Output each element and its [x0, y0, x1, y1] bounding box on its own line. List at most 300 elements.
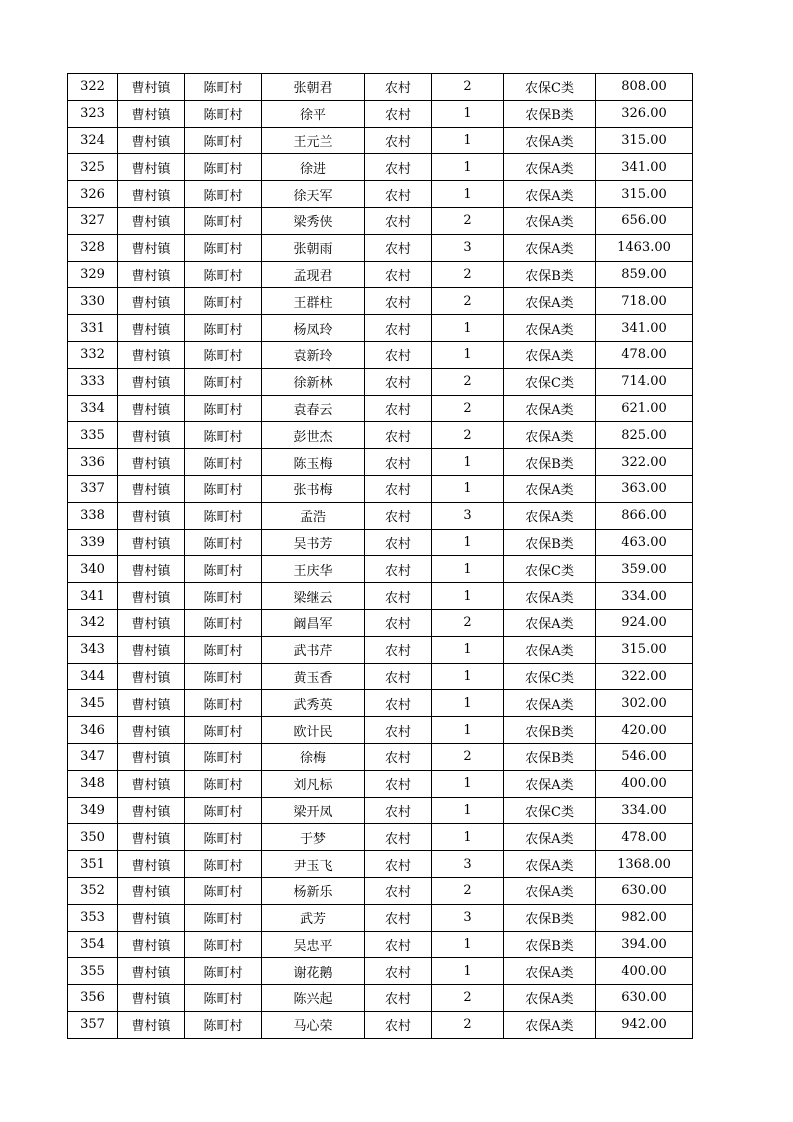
row-number-cell: 331 — [68, 315, 118, 342]
town-cell: 曹村镇 — [118, 797, 185, 824]
table-row — [68, 529, 693, 556]
amount-cell: 420.00 — [596, 717, 693, 744]
table-row — [68, 395, 693, 422]
table-row — [68, 877, 693, 904]
row-number-cell: 348 — [68, 770, 118, 797]
town-cell: 曹村镇 — [118, 985, 185, 1012]
table-row — [68, 743, 693, 770]
insurance-class-cell: 农保B类 — [504, 449, 596, 476]
insurance-class-cell: 农保A类 — [504, 958, 596, 985]
insurance-class-cell: 农保B类 — [504, 904, 596, 931]
area-type-cell: 农村 — [365, 958, 432, 985]
insurance-class-cell: 农保A类 — [504, 985, 596, 1012]
area-type-cell: 农村 — [365, 797, 432, 824]
row-number-cell: 347 — [68, 743, 118, 770]
insurance-class-cell: 农保A类 — [504, 315, 596, 342]
row-number-cell: 337 — [68, 475, 118, 502]
town-cell: 曹村镇 — [118, 877, 185, 904]
town-cell: 曹村镇 — [118, 395, 185, 422]
village-cell: 陈町村 — [185, 422, 262, 449]
table-row — [68, 1011, 693, 1038]
area-type-cell: 农村 — [365, 904, 432, 931]
village-cell: 陈町村 — [185, 690, 262, 717]
amount-cell: 463.00 — [596, 529, 693, 556]
row-number-cell: 332 — [68, 341, 118, 368]
name-cell: 吴忠平 — [262, 931, 365, 958]
table-row — [68, 127, 693, 154]
amount-cell: 363.00 — [596, 475, 693, 502]
village-cell: 陈町村 — [185, 636, 262, 663]
table-row — [68, 583, 693, 610]
name-cell: 欧计民 — [262, 717, 365, 744]
village-cell: 陈町村 — [185, 797, 262, 824]
household-size-cell: 1 — [432, 529, 504, 556]
area-type-cell: 农村 — [365, 422, 432, 449]
household-size-cell: 3 — [432, 234, 504, 261]
insurance-class-cell: 农保A类 — [504, 851, 596, 878]
village-cell: 陈町村 — [185, 1011, 262, 1038]
name-cell: 徐梅 — [262, 743, 365, 770]
area-type-cell: 农村 — [365, 529, 432, 556]
household-size-cell: 2 — [432, 207, 504, 234]
area-type-cell: 农村 — [365, 1011, 432, 1038]
table-row — [68, 797, 693, 824]
insurance-class-cell: 农保C类 — [504, 368, 596, 395]
row-number-cell: 328 — [68, 234, 118, 261]
insurance-class-cell: 农保B类 — [504, 717, 596, 744]
amount-cell: 942.00 — [596, 1011, 693, 1038]
amount-cell: 341.00 — [596, 154, 693, 181]
row-number-cell: 341 — [68, 583, 118, 610]
table-row — [68, 717, 693, 744]
insurance-class-cell: 农保A类 — [504, 583, 596, 610]
insurance-class-cell: 农保A类 — [504, 877, 596, 904]
amount-cell: 334.00 — [596, 583, 693, 610]
insurance-class-cell: 农保A类 — [504, 609, 596, 636]
household-size-cell: 1 — [432, 475, 504, 502]
insurance-class-cell: 农保C类 — [504, 797, 596, 824]
town-cell: 曹村镇 — [118, 663, 185, 690]
town-cell: 曹村镇 — [118, 181, 185, 208]
insurance-class-cell: 农保B类 — [504, 261, 596, 288]
household-size-cell: 2 — [432, 261, 504, 288]
town-cell: 曹村镇 — [118, 556, 185, 583]
household-size-cell: 2 — [432, 609, 504, 636]
name-cell: 陈兴起 — [262, 985, 365, 1012]
village-cell: 陈町村 — [185, 904, 262, 931]
village-cell: 陈町村 — [185, 341, 262, 368]
table-row — [68, 824, 693, 851]
town-cell: 曹村镇 — [118, 609, 185, 636]
row-number-cell: 338 — [68, 502, 118, 529]
village-cell: 陈町村 — [185, 770, 262, 797]
area-type-cell: 农村 — [365, 341, 432, 368]
area-type-cell: 农村 — [365, 395, 432, 422]
amount-cell: 866.00 — [596, 502, 693, 529]
area-type-cell: 农村 — [365, 449, 432, 476]
town-cell: 曹村镇 — [118, 315, 185, 342]
table-row — [68, 261, 693, 288]
amount-cell: 1368.00 — [596, 851, 693, 878]
amount-cell: 302.00 — [596, 690, 693, 717]
town-cell: 曹村镇 — [118, 502, 185, 529]
amount-cell: 315.00 — [596, 181, 693, 208]
insurance-class-cell: 农保A类 — [504, 341, 596, 368]
village-cell: 陈町村 — [185, 609, 262, 636]
town-cell: 曹村镇 — [118, 904, 185, 931]
insurance-class-cell: 农保A类 — [504, 207, 596, 234]
table-row — [68, 931, 693, 958]
village-cell: 陈町村 — [185, 207, 262, 234]
household-size-cell: 1 — [432, 636, 504, 663]
town-cell: 曹村镇 — [118, 127, 185, 154]
insurance-class-cell: 农保C类 — [504, 74, 596, 101]
row-number-cell: 349 — [68, 797, 118, 824]
amount-cell: 630.00 — [596, 985, 693, 1012]
amount-cell: 400.00 — [596, 958, 693, 985]
town-cell: 曹村镇 — [118, 690, 185, 717]
household-size-cell: 2 — [432, 422, 504, 449]
table-row — [68, 475, 693, 502]
village-cell: 陈町村 — [185, 127, 262, 154]
household-size-cell: 1 — [432, 797, 504, 824]
town-cell: 曹村镇 — [118, 288, 185, 315]
area-type-cell: 农村 — [365, 743, 432, 770]
household-size-cell: 1 — [432, 341, 504, 368]
table-row — [68, 181, 693, 208]
table-row — [68, 288, 693, 315]
amount-cell: 714.00 — [596, 368, 693, 395]
household-size-cell: 1 — [432, 181, 504, 208]
name-cell: 彭世杰 — [262, 422, 365, 449]
town-cell: 曹村镇 — [118, 261, 185, 288]
row-number-cell: 324 — [68, 127, 118, 154]
town-cell: 曹村镇 — [118, 931, 185, 958]
table-row — [68, 502, 693, 529]
area-type-cell: 农村 — [365, 824, 432, 851]
name-cell: 于梦 — [262, 824, 365, 851]
amount-cell: 315.00 — [596, 127, 693, 154]
village-cell: 陈町村 — [185, 663, 262, 690]
name-cell: 徐平 — [262, 100, 365, 127]
household-size-cell: 2 — [432, 74, 504, 101]
household-size-cell: 2 — [432, 1011, 504, 1038]
name-cell: 陈玉梅 — [262, 449, 365, 476]
name-cell: 阚昌军 — [262, 609, 365, 636]
table-row — [68, 315, 693, 342]
household-size-cell: 3 — [432, 851, 504, 878]
town-cell: 曹村镇 — [118, 958, 185, 985]
name-cell: 王群柱 — [262, 288, 365, 315]
row-number-cell: 326 — [68, 181, 118, 208]
area-type-cell: 农村 — [365, 315, 432, 342]
row-number-cell: 345 — [68, 690, 118, 717]
table-row — [68, 985, 693, 1012]
table-row — [68, 690, 693, 717]
name-cell: 武秀英 — [262, 690, 365, 717]
area-type-cell: 农村 — [365, 288, 432, 315]
area-type-cell: 农村 — [365, 368, 432, 395]
table-row — [68, 958, 693, 985]
town-cell: 曹村镇 — [118, 529, 185, 556]
village-cell: 陈町村 — [185, 717, 262, 744]
row-number-cell: 329 — [68, 261, 118, 288]
household-size-cell: 1 — [432, 315, 504, 342]
name-cell: 张书梅 — [262, 475, 365, 502]
village-cell: 陈町村 — [185, 288, 262, 315]
amount-cell: 808.00 — [596, 74, 693, 101]
household-size-cell: 3 — [432, 502, 504, 529]
household-size-cell: 1 — [432, 663, 504, 690]
table-row — [68, 851, 693, 878]
name-cell: 王元兰 — [262, 127, 365, 154]
name-cell: 武书芹 — [262, 636, 365, 663]
amount-cell: 924.00 — [596, 609, 693, 636]
amount-cell: 400.00 — [596, 770, 693, 797]
village-cell: 陈町村 — [185, 234, 262, 261]
table-row — [68, 449, 693, 476]
household-size-cell: 1 — [432, 717, 504, 744]
name-cell: 王庆华 — [262, 556, 365, 583]
row-number-cell: 354 — [68, 931, 118, 958]
town-cell: 曹村镇 — [118, 717, 185, 744]
area-type-cell: 农村 — [365, 207, 432, 234]
household-size-cell: 2 — [432, 368, 504, 395]
village-cell: 陈町村 — [185, 368, 262, 395]
insurance-class-cell: 农保A类 — [504, 502, 596, 529]
table-row — [68, 770, 693, 797]
village-cell: 陈町村 — [185, 931, 262, 958]
household-size-cell: 1 — [432, 690, 504, 717]
village-cell: 陈町村 — [185, 395, 262, 422]
insurance-class-cell: 农保A类 — [504, 395, 596, 422]
row-number-cell: 353 — [68, 904, 118, 931]
amount-cell: 322.00 — [596, 449, 693, 476]
amount-cell: 478.00 — [596, 824, 693, 851]
household-size-cell: 1 — [432, 824, 504, 851]
row-number-cell: 357 — [68, 1011, 118, 1038]
village-cell: 陈町村 — [185, 824, 262, 851]
area-type-cell: 农村 — [365, 583, 432, 610]
insurance-class-cell: 农保A类 — [504, 770, 596, 797]
town-cell: 曹村镇 — [118, 851, 185, 878]
village-cell: 陈町村 — [185, 529, 262, 556]
name-cell: 谢花鹅 — [262, 958, 365, 985]
table-row — [68, 154, 693, 181]
table-row — [68, 100, 693, 127]
name-cell: 徐新林 — [262, 368, 365, 395]
name-cell: 梁开凤 — [262, 797, 365, 824]
name-cell: 张朝雨 — [262, 234, 365, 261]
household-size-cell: 1 — [432, 583, 504, 610]
amount-cell: 982.00 — [596, 904, 693, 931]
insurance-class-cell: 农保A类 — [504, 154, 596, 181]
insurance-class-cell: 农保A类 — [504, 824, 596, 851]
town-cell: 曹村镇 — [118, 743, 185, 770]
table-row — [68, 609, 693, 636]
amount-cell: 859.00 — [596, 261, 693, 288]
row-number-cell: 342 — [68, 609, 118, 636]
area-type-cell: 农村 — [365, 931, 432, 958]
household-size-cell: 1 — [432, 100, 504, 127]
area-type-cell: 农村 — [365, 770, 432, 797]
town-cell: 曹村镇 — [118, 475, 185, 502]
town-cell: 曹村镇 — [118, 234, 185, 261]
table-row — [68, 422, 693, 449]
town-cell: 曹村镇 — [118, 770, 185, 797]
town-cell: 曹村镇 — [118, 74, 185, 101]
insurance-class-cell: 农保B类 — [504, 529, 596, 556]
household-size-cell: 1 — [432, 958, 504, 985]
table-row — [68, 341, 693, 368]
table-row — [68, 74, 693, 101]
amount-cell: 825.00 — [596, 422, 693, 449]
insurance-class-cell: 农保A类 — [504, 636, 596, 663]
village-cell: 陈町村 — [185, 100, 262, 127]
row-number-cell: 351 — [68, 851, 118, 878]
village-cell: 陈町村 — [185, 475, 262, 502]
row-number-cell: 322 — [68, 74, 118, 101]
village-cell: 陈町村 — [185, 449, 262, 476]
household-size-cell: 1 — [432, 931, 504, 958]
insurance-class-cell: 农保A类 — [504, 1011, 596, 1038]
area-type-cell: 农村 — [365, 261, 432, 288]
amount-cell: 656.00 — [596, 207, 693, 234]
area-type-cell: 农村 — [365, 851, 432, 878]
amount-cell: 630.00 — [596, 877, 693, 904]
area-type-cell: 农村 — [365, 100, 432, 127]
village-cell: 陈町村 — [185, 743, 262, 770]
town-cell: 曹村镇 — [118, 583, 185, 610]
household-size-cell: 2 — [432, 985, 504, 1012]
household-size-cell: 2 — [432, 288, 504, 315]
town-cell: 曹村镇 — [118, 449, 185, 476]
row-number-cell: 335 — [68, 422, 118, 449]
insurance-class-cell: 农保B类 — [504, 100, 596, 127]
household-size-cell: 1 — [432, 770, 504, 797]
insurance-class-cell: 农保B类 — [504, 743, 596, 770]
row-number-cell: 336 — [68, 449, 118, 476]
amount-cell: 394.00 — [596, 931, 693, 958]
area-type-cell: 农村 — [365, 877, 432, 904]
household-size-cell: 1 — [432, 127, 504, 154]
name-cell: 尹玉飞 — [262, 851, 365, 878]
amount-cell: 359.00 — [596, 556, 693, 583]
town-cell: 曹村镇 — [118, 341, 185, 368]
table-row — [68, 368, 693, 395]
village-cell: 陈町村 — [185, 583, 262, 610]
household-size-cell: 2 — [432, 743, 504, 770]
amount-cell: 315.00 — [596, 636, 693, 663]
name-cell: 徐进 — [262, 154, 365, 181]
insurance-class-cell: 农保A类 — [504, 181, 596, 208]
amount-cell: 621.00 — [596, 395, 693, 422]
household-size-cell: 2 — [432, 395, 504, 422]
amount-cell: 1463.00 — [596, 234, 693, 261]
table-row — [68, 234, 693, 261]
town-cell: 曹村镇 — [118, 636, 185, 663]
household-size-cell: 1 — [432, 449, 504, 476]
table-row — [68, 663, 693, 690]
amount-cell: 478.00 — [596, 341, 693, 368]
town-cell: 曹村镇 — [118, 824, 185, 851]
area-type-cell: 农村 — [365, 609, 432, 636]
village-cell: 陈町村 — [185, 154, 262, 181]
village-cell: 陈町村 — [185, 315, 262, 342]
insurance-class-cell: 农保C类 — [504, 556, 596, 583]
table-row — [68, 636, 693, 663]
insurance-class-cell: 农保A类 — [504, 475, 596, 502]
village-cell: 陈町村 — [185, 877, 262, 904]
row-number-cell: 356 — [68, 985, 118, 1012]
table-row — [68, 207, 693, 234]
village-cell: 陈町村 — [185, 502, 262, 529]
row-number-cell: 352 — [68, 877, 118, 904]
name-cell: 孟浩 — [262, 502, 365, 529]
amount-cell: 334.00 — [596, 797, 693, 824]
row-number-cell: 325 — [68, 154, 118, 181]
name-cell: 武芳 — [262, 904, 365, 931]
row-number-cell: 355 — [68, 958, 118, 985]
name-cell: 张朝君 — [262, 74, 365, 101]
area-type-cell: 农村 — [365, 475, 432, 502]
area-type-cell: 农村 — [365, 127, 432, 154]
town-cell: 曹村镇 — [118, 100, 185, 127]
town-cell: 曹村镇 — [118, 422, 185, 449]
name-cell: 孟现君 — [262, 261, 365, 288]
area-type-cell: 农村 — [365, 717, 432, 744]
household-size-cell: 1 — [432, 556, 504, 583]
area-type-cell: 农村 — [365, 636, 432, 663]
name-cell: 袁春云 — [262, 395, 365, 422]
area-type-cell: 农村 — [365, 234, 432, 261]
row-number-cell: 330 — [68, 288, 118, 315]
insurance-class-cell: 农保A类 — [504, 127, 596, 154]
insurance-class-cell: 农保B类 — [504, 931, 596, 958]
amount-cell: 546.00 — [596, 743, 693, 770]
village-cell: 陈町村 — [185, 985, 262, 1012]
area-type-cell: 农村 — [365, 181, 432, 208]
household-size-cell: 2 — [432, 877, 504, 904]
row-number-cell: 323 — [68, 100, 118, 127]
village-cell: 陈町村 — [185, 181, 262, 208]
name-cell: 吴书芳 — [262, 529, 365, 556]
town-cell: 曹村镇 — [118, 368, 185, 395]
area-type-cell: 农村 — [365, 502, 432, 529]
name-cell: 刘凡标 — [262, 770, 365, 797]
row-number-cell: 344 — [68, 663, 118, 690]
amount-cell: 326.00 — [596, 100, 693, 127]
name-cell: 梁继云 — [262, 583, 365, 610]
area-type-cell: 农村 — [365, 690, 432, 717]
village-cell: 陈町村 — [185, 556, 262, 583]
row-number-cell: 350 — [68, 824, 118, 851]
name-cell: 杨凤玲 — [262, 315, 365, 342]
household-size-cell: 3 — [432, 904, 504, 931]
area-type-cell: 农村 — [365, 154, 432, 181]
name-cell: 马心荣 — [262, 1011, 365, 1038]
table-row — [68, 904, 693, 931]
village-cell: 陈町村 — [185, 958, 262, 985]
table-row — [68, 556, 693, 583]
name-cell: 袁新玲 — [262, 341, 365, 368]
name-cell: 杨新乐 — [262, 877, 365, 904]
insurance-class-cell: 农保A类 — [504, 690, 596, 717]
household-size-cell: 1 — [432, 154, 504, 181]
amount-cell: 322.00 — [596, 663, 693, 690]
village-cell: 陈町村 — [185, 74, 262, 101]
insurance-class-cell: 农保A类 — [504, 422, 596, 449]
